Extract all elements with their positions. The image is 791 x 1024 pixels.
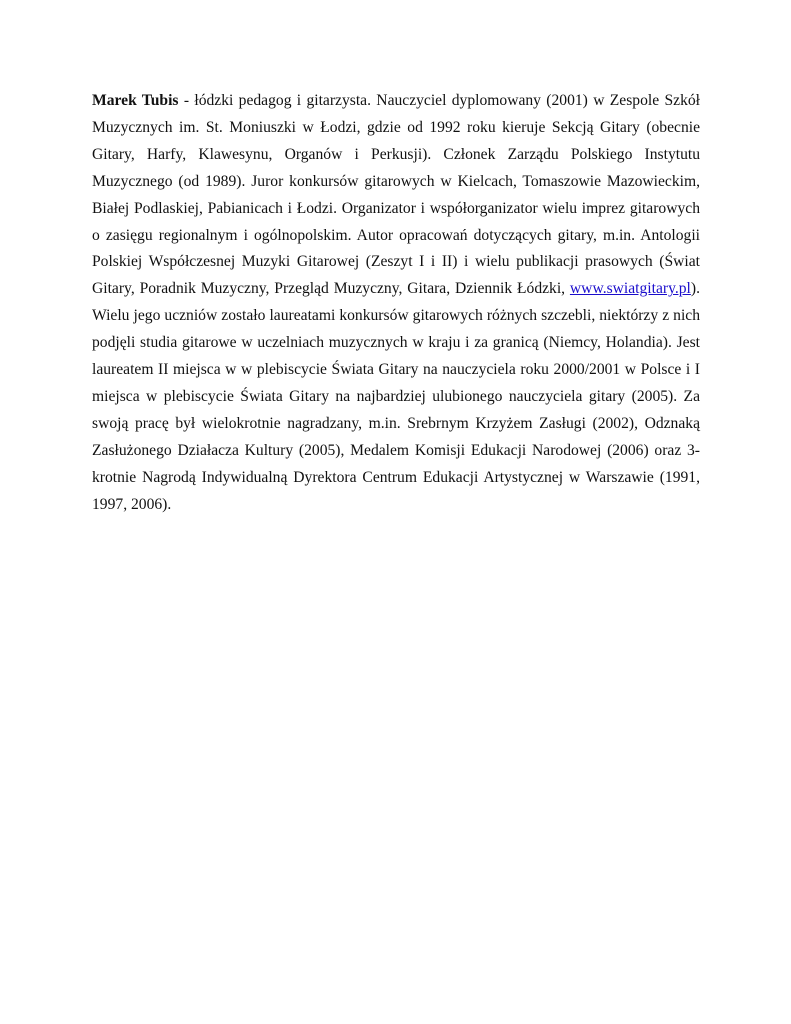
biography-paragraph <box>92 88 700 519</box>
biography-text-intro: - łódzki pedagog i gitarzysta. Nauczyciel dyplomowany (2001) w Zespole Szkół Muzycznych im. St. Moniuszki w Łodzi, gdzie od 1992 roku kieruje Sekcją Gitary (obecnie Gitary, Harfy, Klawesynu, Organów i Perkusji). Członek Zarządu Polskiego Instytutu Muzycznego (od 1989). Juror konkursów gitarowych w Kielcach, Tomaszowie Mazowieckim, Białej Podlaskiej, Pabianicach i Łodzi. Organizator i współorganizator wielu imprez gitarowych o zasięgu regionalnym i ogólnopolskim. Autor opracowań dotyczących gitary, m.in. Antologii Polskiej Współczesnej Muzyki Gitarowej (Zeszyt I i II) i wielu publikacji prasowych (Świat Gitary, Poradnik Muzyczny, Przegląd Muzyczny, Gitara, Dziennik Łódzki, <box>92 92 700 298</box>
website-link[interactable]: www.swiatgitary.pl <box>569 280 691 298</box>
person-name: Marek Tubis <box>92 92 179 109</box>
biography-text-outro: ). Wielu jego uczniów zostało laureatami konkursów gitarowych różnych szczebli, niektórzy z nich podjęli studia gitarowe w uczelniach muzycznych w kraju i za granicą (Niemcy, Holandia). Jest laureatem II miejsca w w plebiscycie Świata Gitary na nauczyciela roku 2000/2001 w Polsce i I miejsca w plebiscycie Świata Gitary na najbardziej ulubionego nauczyciela gitary (2005). Za swoją pracę był wielokrotnie nagradzany, m.in. Srebrnym Krzyżem Zasługi (2002), Odznaką Zasłużonego Działacza Kultury (2005), Medalem Komisji Edukacji Narodowej (2006) oraz 3-krotnie Nagrodą Indywidualną Dyrektora Centrum Edukacji Artystycznej w Warszawie (1991, 1997, 2006). <box>92 280 700 513</box>
